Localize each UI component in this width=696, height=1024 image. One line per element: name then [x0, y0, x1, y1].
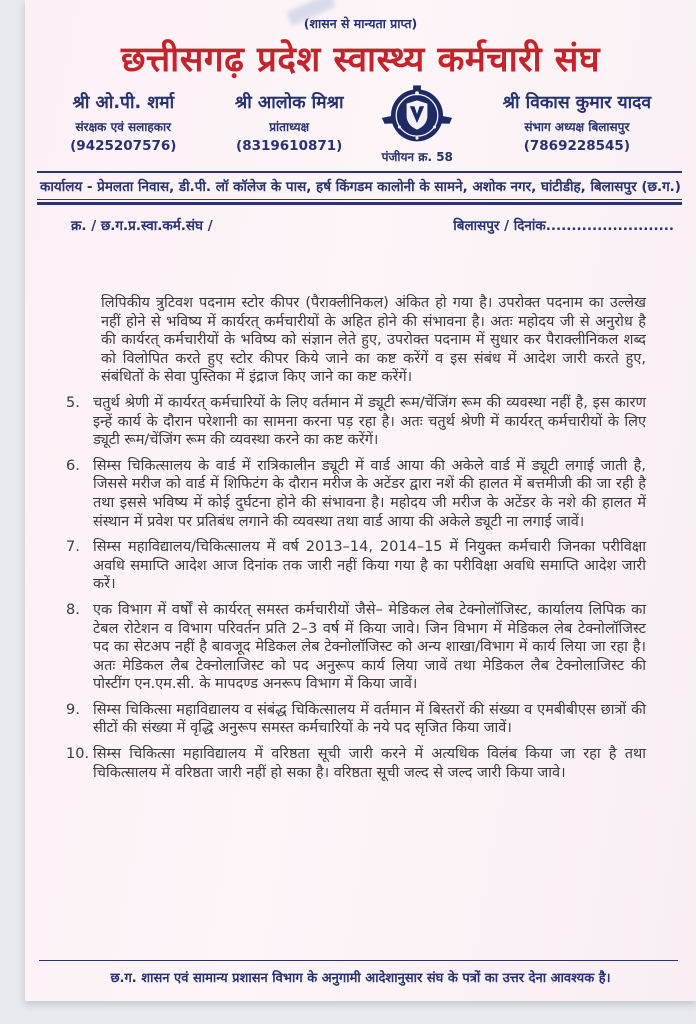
officer-phone: (9425207576)	[70, 138, 177, 154]
item-text: सिम्स चिकित्सा महाविद्यालय में वरिष्ठता सूची जारी करने में अत्यधिक विलंब किया जा रहा है तथा चिकित्सालय में वरिष्ठता जारी नहीं हो सका है। वरिष्ठता सूची जल्द से जल्द जारी किया जावे।	[93, 746, 646, 781]
union-emblem	[367, 84, 468, 165]
list-item-10	[65, 745, 646, 782]
officer-state-president	[212, 90, 367, 154]
officer-role: प्रांताध्यक्ष	[269, 120, 310, 134]
officer-name: श्री आलोक मिश्रा	[234, 93, 344, 113]
letter-page	[25, 0, 696, 1001]
reference-row	[25, 205, 696, 234]
letter-footer	[25, 960, 696, 986]
list-item-8	[65, 601, 646, 694]
officer-role: संरक्षक एवं सलाहकार	[75, 120, 172, 134]
officer-phone: (7869228545)	[523, 138, 630, 154]
officer-name: श्री ओ.पी. शर्मा	[72, 93, 175, 113]
item-text: एक विभाग में वर्षों से कार्यरत् समस्त कर्मचारीयों जैसे– मेडिकल लेब टेक्नोलॉजिस्ट, कार्यालय लिपिक का टेबल रोटेशन व विभाग परिवर्तन प्रति 2–3 वर्ष में किया जावे। जिन विभाग में मेडिकल लेब टेक्नोलॉजिस्ट पद का सेटअप नहीं है बावजूद मेडिकल लेब टेक्नोलॉजिस्ट को अन्य शाखा/विभाग में कार्य लिया जा रहा है। अतः मेडिकल लैब टेक्नोलाजिस्ट को पद अनुरूप कार्य लिया जावें तथा मेडिकल लैब टेक्नोलाजिस्ट की पोस्टींग एन.एम.सी. के मापदण्ड अनरूप विभाग में किया जावें।	[93, 601, 646, 693]
place-and-date: बिलासपुर / दिनांक.........................	[453, 218, 674, 234]
footer-divider	[39, 960, 678, 961]
item-number: 6.	[66, 457, 80, 474]
item-number: 8.	[66, 601, 80, 618]
officers-row	[25, 90, 696, 165]
item-number: 5.	[66, 394, 80, 411]
organization-title: छत्तीसगढ़ प्रदेश स्वास्थ्य कर्मचारी संघ	[120, 40, 601, 80]
officer-role: संभाग अध्यक्ष बिलासपुर	[524, 120, 630, 134]
letter-body	[65, 294, 646, 782]
item-number: 9.	[66, 701, 80, 718]
reference-number: क्र. / छ.ग.प्र.स्वा.कर्म.संघ /	[71, 218, 213, 234]
list-item-9	[65, 701, 646, 738]
list-item-6	[65, 457, 646, 531]
recognition-note: (शासन से मान्यता प्राप्त)	[303, 16, 418, 31]
officer-division-president	[468, 90, 686, 154]
footer-note: छ.ग. शासन एवं सामान्य प्रशासन विभाग के अनुगामी आदेशानुसार संघ के पत्रों का उत्तर देना आवश्यक है।	[110, 971, 611, 986]
item-text: सिम्स चिकित्सा महाविद्यालय व संबंद्ध चिकित्सालय में वर्तमान में बिस्तरों की संख्या व एमबीबीएस छात्रों की सीटों की संख्या में वृद्धि अनुरूप समस्त कर्मचारियों के नये पद सृजित किया जावें।	[93, 701, 646, 737]
office-address: कार्यालय - प्रेमलता निवास, डी.पी. लॉ कॉलेज के पास, हर्ष किंगडम कालोनी के सामने, अशोक नगर, घांटीडीह, बिलासपुर (छ.ग.)	[40, 179, 681, 195]
officer-phone: (8319610871)	[236, 138, 343, 154]
continuation-paragraph: लिपिकीय त्रुटिवश पदनाम स्टोर कीपर (पैराक्लीनिकल) अंकित हो गया है। उपरोक्त पदनाम का उल्लेख नहीं होने से भविष्य में कार्यरत् कर्मचारीयों के अहित होने की संभावना है। अतः महोदय जी से अनुरोध है की कार्यरत् कर्मचारीयों के भविष्य को संज्ञान लेते हुए, उपरोक्त पदनाम में सुधार कर पैराक्लीनिकल शब्द को विलोपित करते हुए स्टोर कीपर किये जाने का कष्ट करेंगें व इस संबंध में आदेश जारी करते हुए, संबंधितों के सेवा पुस्तिका में इंद्राज किए जाने का कष्ट करेंगें।	[101, 295, 646, 386]
list-item-7	[65, 538, 646, 594]
item-number: 10.	[66, 746, 90, 763]
registration-number: पंजीयन क्र. 58	[381, 150, 453, 164]
list-item-5	[65, 394, 646, 450]
item-text: सिम्स चिकित्सालय के वार्ड में रात्रिकालीन ड्यूटी में वार्ड आया की अकेले वार्ड में ड्यूटी लगाई जाती है, जिससे मरीज को वार्ड में शिफिटंग के दौरान मरीज के अटेंडर द्वारा नशें की हालत में बत्तमीजी की जा रही है तथा इससे भविष्य में कोई दुर्घटना होने की संभावना है। महोदय जी मरीज के अटेंडर के नशे की हालत में संस्थान में प्रवेश पर प्रतिबंध लगाने की व्यवस्था तथा वार्ड आया की अकेले ड्यूटी ना लगाई जावें।	[93, 457, 646, 530]
officer-name: श्री विकास कुमार यादव	[502, 93, 652, 113]
item-text: चतुर्थ श्रेणी में कार्यरत् कर्मचारियों के लिए वर्तमान में ड्यूटी रूम/चेंजिंग रूम की व्यवस्था नहीं है, इस कारण इन्हें कार्य के दौरान परेशानी का सामना करना पड़ रहा है। अतः चतुर्थ श्रेणी में कार्यरत् कर्मचारीयों के लिए ड्यूटी रूम/चेंजिंग रूम की व्यवस्था करने का कष्ट करेंगें।	[93, 394, 646, 449]
item-number: 7.	[66, 539, 80, 556]
officer-patron	[35, 90, 212, 154]
union-emblem-icon	[367, 84, 468, 146]
item-text: सिम्स महाविद्यालय/चिकित्सालय में वर्ष 2013–14, 2014–15 में नियुक्त कर्मचारी जिनका परीविक्षा अवधि समाप्ति आदेश आज दिनांक तक जारी नहीं किया गया है का परीविक्षा अवधि समाप्ति आदेश जारी करें।	[93, 539, 646, 593]
